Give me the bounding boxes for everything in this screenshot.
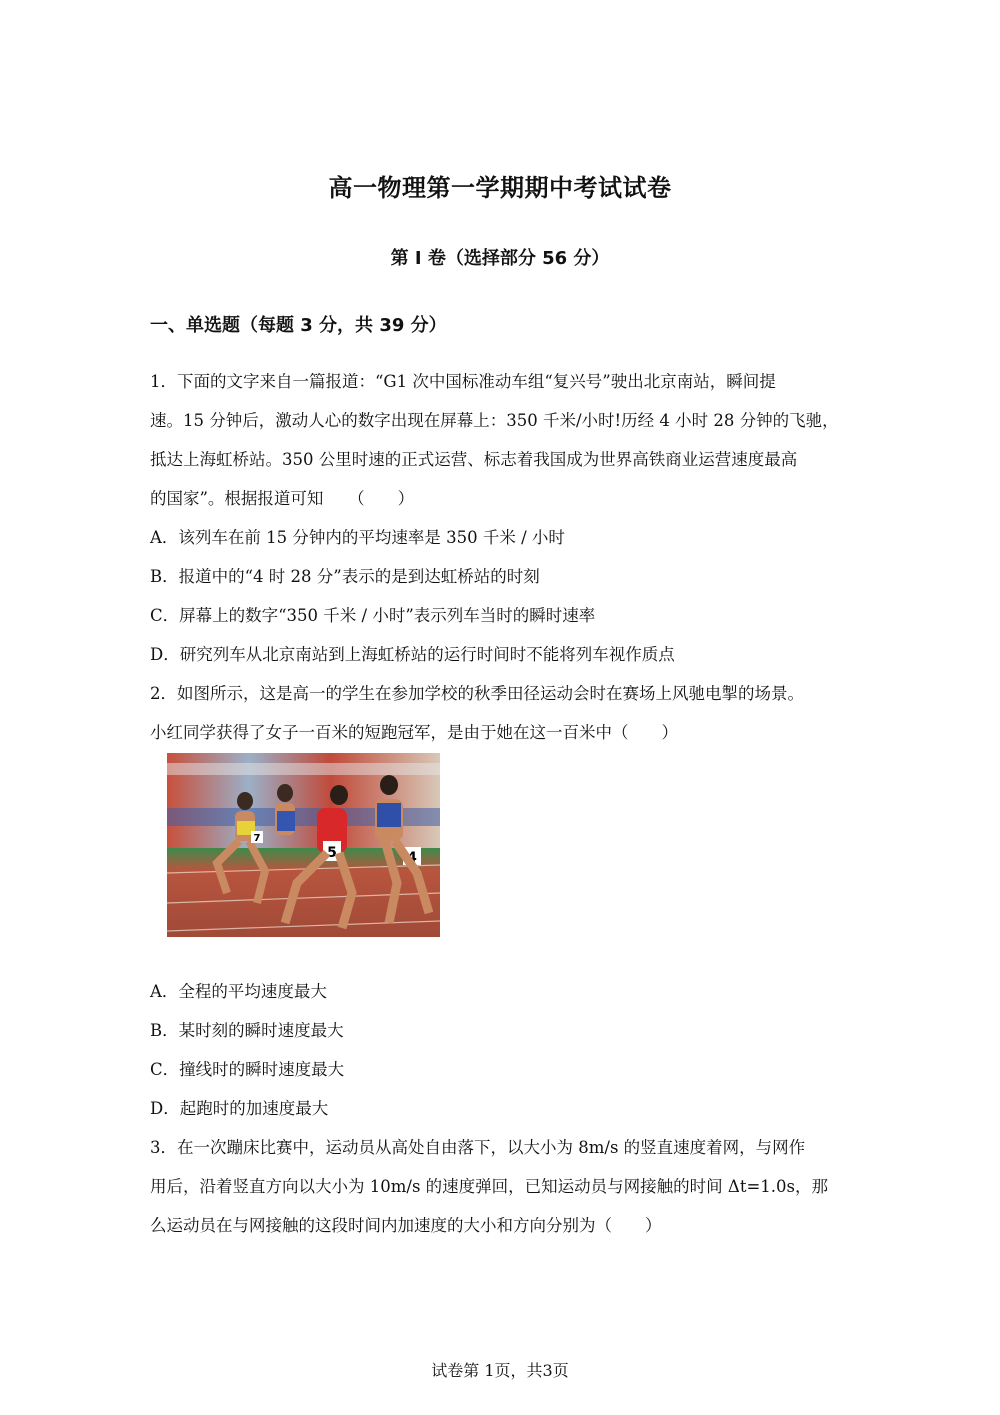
q3-stem-line: 3．在一次蹦床比赛中，运动员从高处自由落下，以大小为 8m/s 的竖直速度着网，与网作 (150, 1138, 806, 1157)
q2-stem-line: 2．如图所示，这是高一的学生在参加学校的秋季田径运动会时在赛场上风驰电掣的场景。 (150, 684, 804, 703)
q3-stem-line: 用后，沿着竖直方向以大小为 10m/s 的速度弹回，已知运动员与网接触的时间 Δt=1.0s，那 (150, 1177, 828, 1196)
q2-stem-line: 小红同学获得了女子一百米的短跑冠军，是由于她在这一百米中（ ） (150, 723, 678, 742)
q2-option-d: D．起跑时的加速度最大 (150, 1099, 329, 1118)
sprint-race-photo (167, 753, 440, 937)
section-heading: 一、单选题（每题 3 分，共 39 分） (150, 315, 447, 336)
q1-stem-line: 1．下面的文字来自一篇报道：“G1 次中国标准动车组“复兴号”驶出北京南站，瞬间提 (150, 372, 776, 391)
bib-number: 4 (407, 850, 417, 866)
q3-stem-line: 么运动员在与网接触的这段时间内加速度的大小和方向分别为（ ） (150, 1216, 662, 1235)
q1-stem-line: 抵达上海虹桥站。350 公里时速的正式运营、标志着我国成为世界高铁商业运营速度最高 (150, 450, 798, 469)
q1-option-b: B．报道中的“4 时 28 分”表示的是到达虹桥站的时刻 (150, 567, 540, 586)
exam-title: 高一物理第一学期期中考试试卷 (328, 174, 672, 202)
bib-number: 5 (327, 845, 337, 861)
q2-option-c: C．撞线时的瞬时速度最大 (150, 1060, 345, 1079)
q1-stem-line: 的国家”。根据报道可知 （ ） (150, 489, 415, 508)
page-footer: 试卷第 1页，共3页 (431, 1361, 569, 1380)
q2-option-b: B．某时刻的瞬时速度最大 (150, 1021, 344, 1040)
q1-stem-line: 速。15 分钟后，激动人心的数字出现在屏幕上：350 千米/小时!历经 4 小时 28 分钟的飞驰， (150, 411, 839, 430)
q2-option-a: A．全程的平均速度最大 (150, 982, 327, 1001)
q1-option-d: D．研究列车从北京南站到上海虹桥站的运行时间时不能将列车视作质点 (150, 645, 675, 664)
part-subtitle: 第 I 卷（选择部分 56 分） (390, 248, 610, 269)
q1-option-a: A．该列车在前 15 分钟内的平均速率是 350 千米 / 小时 (150, 528, 565, 547)
bib-number: 7 (253, 833, 261, 844)
q1-option-c: C．屏幕上的数字“350 千米 / 小时”表示列车当时的瞬时速率 (150, 606, 596, 625)
